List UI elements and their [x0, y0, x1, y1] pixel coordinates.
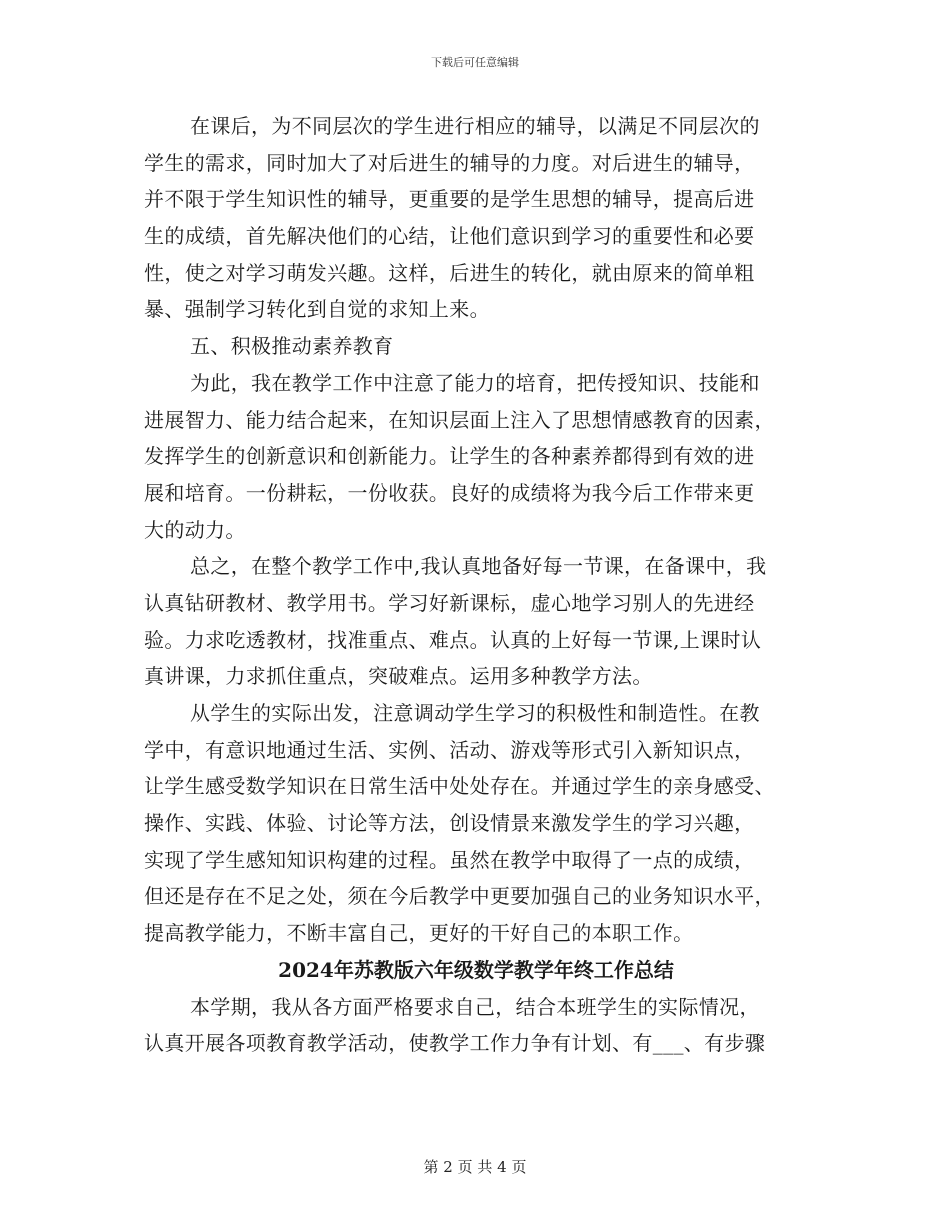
body-line: 在课后，为不同层次的学生进行相应的辅导，以满足不同层次的	[190, 114, 760, 138]
document-body	[144, 108, 808, 1062]
section-heading: 五、积极推动素养教育	[190, 334, 394, 359]
body-line: 提高教学能力，不断丰富自己，更好的干好自己的本职工作。	[144, 921, 694, 946]
body-line: 展和培育。一份耕耘，一份收获。良好的成绩将为我今后工作带来更	[144, 480, 755, 505]
body-line: 本学期，我从各方面严格要求自己，结合本班学生的实际情况，	[190, 994, 760, 1019]
body-line: 大的动力。	[144, 517, 246, 542]
body-line: 学中，有意识地通过生活、实例、活动、游戏等形式引入新知识点，	[144, 737, 755, 762]
body-line: 从学生的实际出发，注意调动学生学习的积极性和制造性。在教	[190, 701, 760, 725]
body-line: 实现了学生感知知识构建的过程。虽然在教学中取得了一点的成绩，	[144, 847, 755, 872]
document-title: 2024年苏教版六年级数学教学年终工作总结	[278, 957, 674, 982]
body-line: 验。力求吃透教材，找准重点、难点。认真的上好每一节课,上课时认	[144, 627, 762, 652]
body-line: 学生的需求，同时加大了对后进生的辅导的力度。对后进生的辅导，	[144, 150, 755, 175]
body-line: 认真开展各项教育教学活动，使教学工作力争有计划、有___、有步骤	[144, 1031, 766, 1056]
page-number: 第 2 页 共 4 页	[423, 1158, 527, 1176]
body-line: 让学生感受数学知识在日常生活中处处存在。并通过学生的亲身感受、	[144, 774, 775, 799]
page-header-note: 下载后可任意编辑	[431, 56, 519, 69]
body-line: 进展智力、能力结合起来，在知识层面上注入了思想情感教育的因素，	[144, 407, 775, 432]
body-line: 发挥学生的创新意识和创新能力。让学生的各种素养都得到有效的进	[144, 444, 755, 469]
body-line: 暴、强制学习转化到自觉的求知上来。	[144, 297, 490, 322]
body-line: 并不限于学生知识性的辅导，更重要的是学生思想的辅导，提高后进	[144, 187, 755, 212]
body-line: 生的成绩，首先解决他们的心结，让他们意识到学习的重要性和必要	[144, 224, 755, 249]
body-line: 但还是存在不足之处，须在今后教学中更要加强自己的业务知识水平，	[144, 884, 775, 909]
body-line: 操作、实践、体验、讨论等方法，创设情景来激发学生的学习兴趣，	[144, 811, 755, 836]
body-line: 总之，在整个教学工作中,我认真地备好每一节课，在备课中，我	[190, 554, 767, 579]
body-line: 真讲课，力求抓住重点，突破难点。运用多种教学方法。	[144, 664, 653, 689]
body-line: 性，使之对学习萌发兴趣。这样，后进生的转化，就由原来的简单粗	[144, 260, 755, 285]
body-line: 为此，我在教学工作中注意了能力的培育，把传授知识、技能和	[190, 370, 760, 395]
body-line: 认真钻研教材、教学用书。学习好新课标，虚心地学习别人的先进经	[144, 590, 755, 615]
